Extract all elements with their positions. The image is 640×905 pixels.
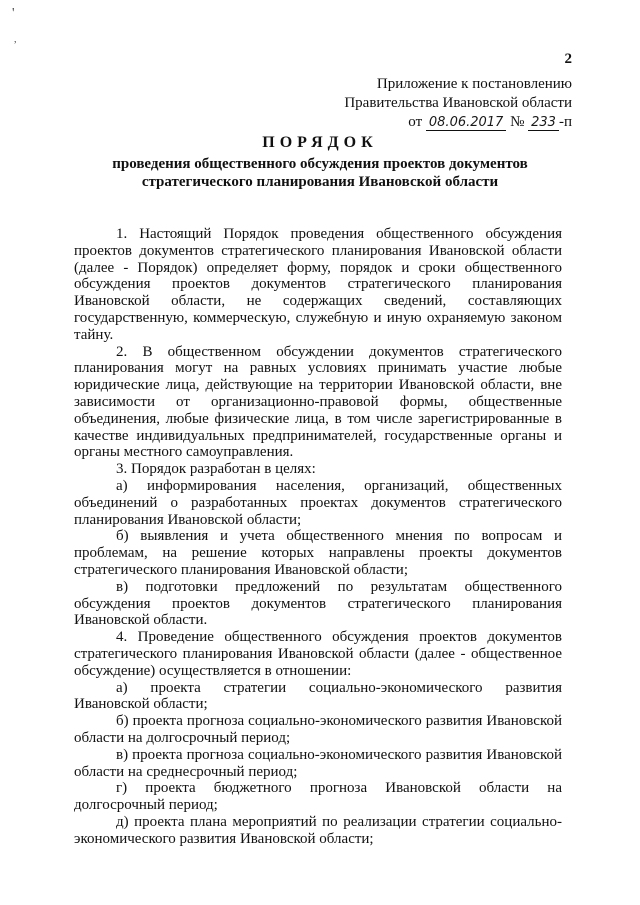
paragraph: д) проекта плана мероприятий по реализации стратегии социально-экономического развития Ивановской области; <box>74 813 562 847</box>
paragraph: а) проекта стратегии социально-экономического развития Ивановской области; <box>74 679 562 713</box>
number-suffix: -п <box>558 114 572 130</box>
paragraph: б) проекта прогноза социально-экономического развития Ивановской области на долгосрочный период; <box>74 713 562 746</box>
appendix-line-2: Правительства Ивановской области <box>344 95 572 111</box>
appendix-header <box>340 75 572 132</box>
document-subtitle: проведения общественного обсуждения проектов документов стратегического планирования Ивановской области <box>112 156 528 190</box>
appendix-line-1: Приложение к постановлению <box>376 76 572 92</box>
paragraph: в) подготовки предложений по результатам общественного обсуждения проектов документов стратегического планирования Ивановской области. <box>74 578 562 629</box>
appendix-date-line <box>340 113 572 132</box>
handwritten-number: 233 <box>528 116 559 131</box>
date-prefix: от <box>408 114 423 130</box>
paragraph: б) выявления и учета общественного мнения по вопросам и проблемам, на решение которых направлены проекты документов стратегического планирования Ивановской области; <box>74 528 562 578</box>
scan-mark: ' <box>12 6 15 21</box>
paragraph: 2. В общественном обсуждении документов стратегического планирования могут на равных условиях принимать участие любые юридические лица, действующие на территории Ивановской области, вне зависимости от организационно-правовой формы, общественные объединения, любые физические лица, в том числе зарегистрированные в качестве индивидуальных предпринимателей, государственные органы и органы местного самоуправления. <box>74 343 562 461</box>
paragraph: 3. Порядок разработан в целях: <box>116 461 316 478</box>
handwritten-date: 08.06.2017 <box>426 116 506 131</box>
scan-mark: , <box>14 34 17 45</box>
paragraph: в) проекта прогноза социально-экономического развития Ивановской области на среднесрочный период; <box>74 746 562 780</box>
document-title: ПОРЯДОК <box>262 134 378 151</box>
paragraph: 4. Проведение общественного обсуждения проектов документов стратегического планирования Ивановской области (далее - общественное обсуждение) осуществляется в отношении: <box>74 629 562 679</box>
page-number: 2 <box>564 51 572 67</box>
number-prefix: № <box>510 114 525 130</box>
paragraph: 1. Настоящий Порядок проведения общественного обсуждения проектов документов стратегического планирования Ивановской области (далее - Порядок) определяет форму, порядок и сроки общественного обсуждения проектов документов стратегического планирования Ивановской области, не содержащих сведений, составляющих государственную, коммерческую, служебную и иную охраняемую законом тайну. <box>74 226 562 343</box>
paragraph: а) информирования населения, организаций, общественных объединений о разработанных проектах документов стратегического планирования Ивановской области; <box>74 477 562 528</box>
paragraph: г) проекта бюджетного прогноза Ивановской области на долгосрочный период; <box>74 780 562 814</box>
document-body <box>74 226 562 847</box>
